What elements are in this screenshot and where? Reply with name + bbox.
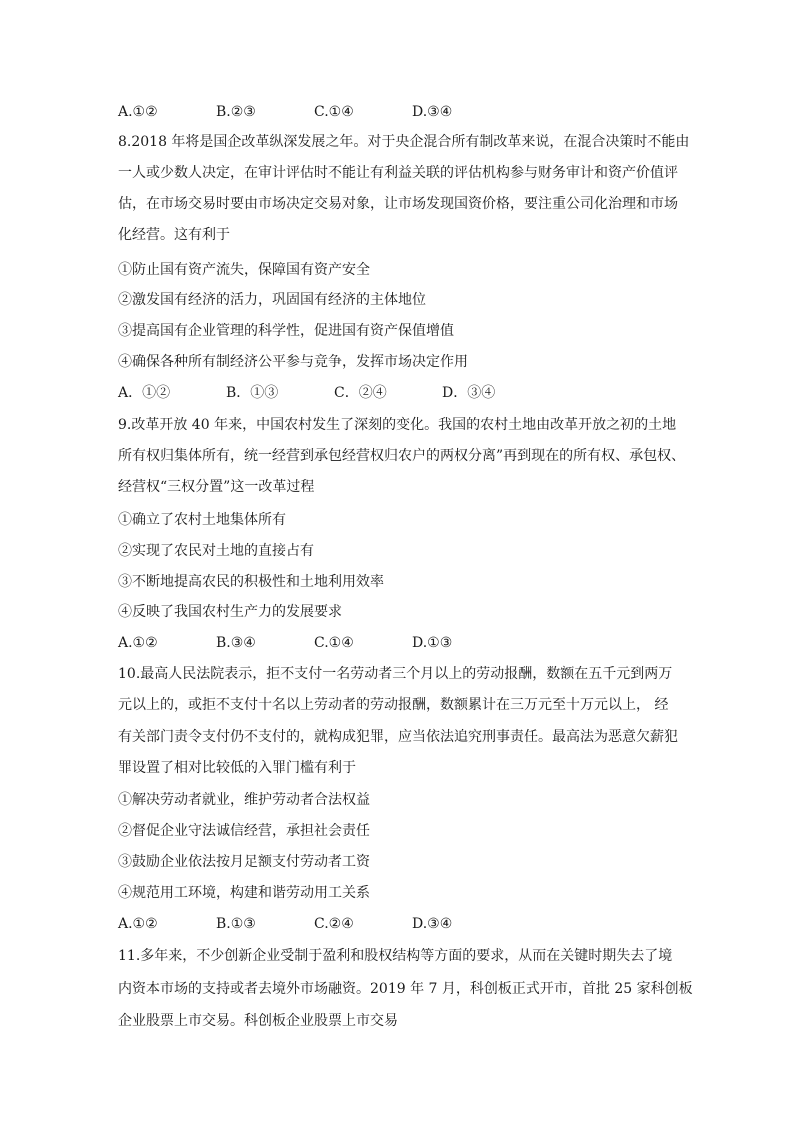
q11-stem-line-1: 11.多年来，不少创新企业受制于盈利和股权结构等方面的要求，从而在关键时期失去了境 — [118, 948, 673, 964]
q9-stem-line-1: 9.改革开放 40 年来，中国农村发生了深刻的变化。我国的农村土地由改革开放之初的土地 — [118, 417, 677, 433]
q10-option-d: D.③④ — [412, 916, 453, 932]
q9-option-b: B.③④ — [216, 635, 256, 651]
q8-option-d: D．③④ — [442, 385, 496, 401]
q9-stem-line-2: 所有权归集体所有，统一经营到承包经营权归农户的两权分离”再到现在的所有权、承包权、 — [118, 448, 686, 464]
q10-statement-2: ②督促企业守法诚信经营，承担社会责任 — [118, 823, 370, 839]
q9-statement-3: ③不断地提高农民的积极性和土地利用效率 — [118, 574, 384, 590]
q8-stem-line-1: 8.2018 年将是国企改革纵深发展之年。对于央企混合所有制改革来说，在混合决策时不能由 — [118, 134, 690, 150]
q10-option-c: C.②④ — [314, 916, 354, 932]
option-c: C.①④ — [314, 104, 354, 120]
q10-option-b: B.①③ — [216, 916, 256, 932]
q11-stem-line-2: 内资本市场的支持或者去境外市场融资。2019 年 7 月，科创板正式开市，首批 25 家科创板 — [118, 981, 693, 997]
q9-stem-line-3: 经营权“三权分置”这一改革过程 — [118, 479, 315, 495]
q9-option-a: A.①② — [118, 635, 158, 651]
q10-statement-3: ③鼓励企业依法按月足额支付劳动者工资 — [118, 854, 370, 870]
q10-statement-1: ①解决劳动者就业，维护劳动者合法权益 — [118, 792, 370, 808]
q10-stem-line-2: 元以上的，或拒不支付十名以上劳动者的劳动报酬，数额累计在三万元至十万元以上， 经 — [118, 697, 669, 713]
q8-option-b: B．①③ — [226, 385, 279, 401]
q11-stem-line-3: 企业股票上市交易。科创板企业股票上市交易 — [118, 1013, 398, 1029]
q9-statement-1: ①确立了农村土地集体所有 — [118, 512, 286, 528]
option-d: D.③④ — [412, 104, 453, 120]
q9-statement-4: ④反映了我国农村生产力的发展要求 — [118, 604, 342, 620]
q8-stem-line-3: 估，在市场交易时要由市场决定交易对象，让市场发现国资价格，要注重公司化治理和市场 — [118, 196, 678, 212]
q10-option-a: A.①② — [118, 916, 158, 932]
q8-option-a: A．①② — [118, 385, 171, 401]
q8-statement-1: ①防止国有资产流失，保障国有资产安全 — [118, 262, 370, 278]
q10-stem-line-1: 10.最高人民法院表示，拒不支付一名劳动者三个月以上的劳动报酬，数额在五千元到两万 — [118, 666, 673, 682]
q9-statement-2: ②实现了农民对土地的直接占有 — [118, 543, 314, 559]
q8-statement-3: ③提高国有企业管理的科学性，促进国有资产保值增值 — [118, 323, 454, 339]
q8-stem-line-2: 一人或少数人决定，在审计评估时不能让有利益关联的评估机构参与财务审计和资产价值评 — [118, 165, 678, 181]
q9-option-c: C.①④ — [314, 635, 354, 651]
q8-option-c: C．②④ — [334, 385, 387, 401]
option-a: A.①② — [118, 104, 158, 120]
q9-option-d: D.①③ — [412, 635, 453, 651]
q10-stem-line-4: 罪设置了相对比较低的入罪门槛有利于 — [118, 760, 356, 776]
q8-statement-4: ④确保各种所有制经济公平参与竞争，发挥市场决定作用 — [118, 354, 468, 370]
q10-statement-4: ④规范用工环境，构建和谐劳动用工关系 — [118, 885, 370, 901]
q8-statement-2: ②激发国有经济的活力，巩固国有经济的主体地位 — [118, 292, 426, 308]
option-b: B.②③ — [216, 104, 256, 120]
q10-stem-line-3: 有关部门责令支付仍不支付的，就构成犯罪，应当依法追究刑事责任。最高法为恶意欠薪犯 — [118, 729, 678, 745]
q8-stem-line-4: 化经营。这有利于 — [118, 227, 230, 243]
